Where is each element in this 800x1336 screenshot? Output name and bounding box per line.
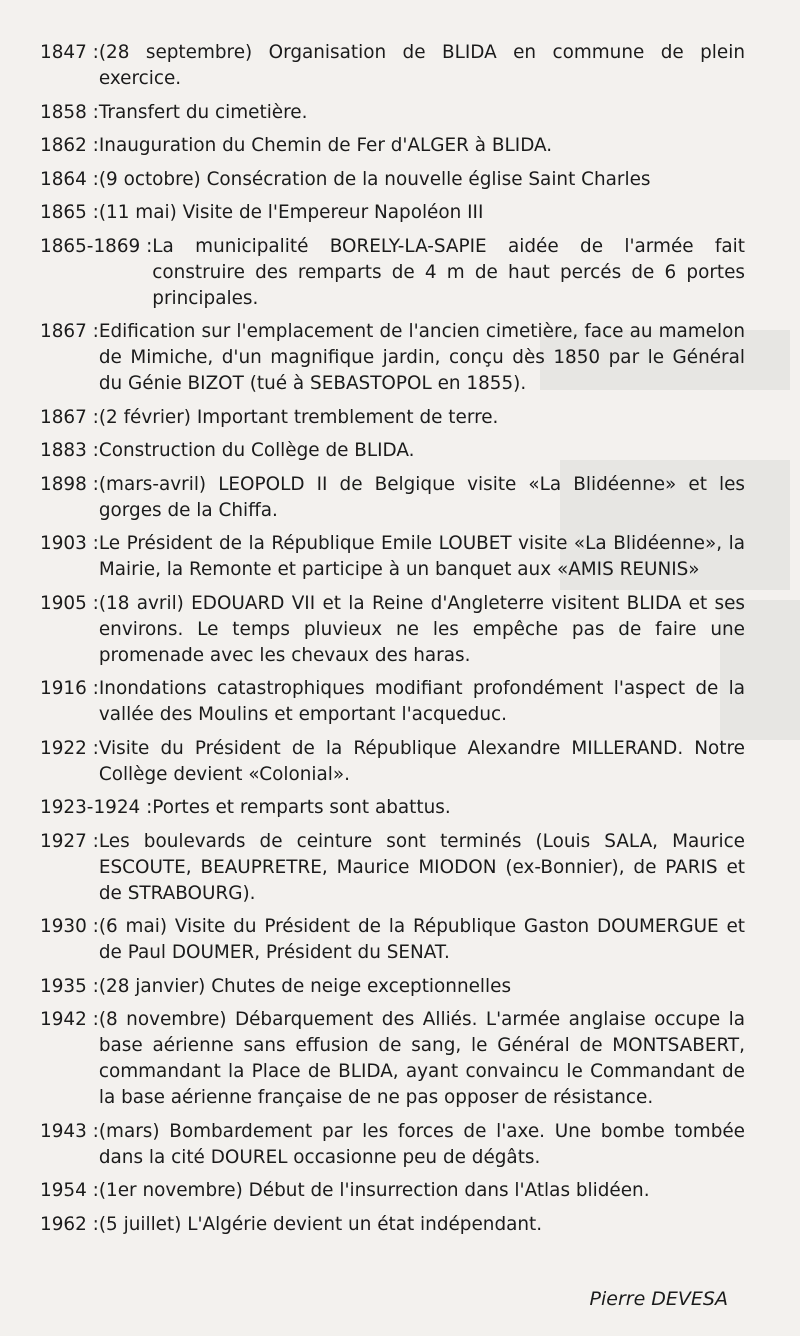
entry-text: Inondations catastrophiques modifiant profondément l'aspect de la vallée des Moulins et emportant l'acqueduc. xyxy=(98,678,745,725)
entry-text: Inauguration du Chemin de Fer d'ALGER à BLIDA. xyxy=(98,135,553,156)
chronology-entry xyxy=(40,1212,745,1238)
chronology-entry xyxy=(40,438,745,464)
entry-date: 1864 : xyxy=(40,168,99,190)
entry-date: 1867 : xyxy=(40,406,99,428)
chronology-entry xyxy=(40,472,745,524)
entry-date: 1862 : xyxy=(40,135,99,156)
entry-date: 1935 : xyxy=(40,975,99,997)
entry-text: La municipalité BORELY-LA-SAPIE aidée de l'armée fait construire des remparts de 4 m de haut percés de 6 portes principales. xyxy=(152,235,745,309)
chronology-entry xyxy=(40,1178,745,1204)
entry-text: (11 mai) Visite de l'Empereur Napoléon III xyxy=(98,202,484,223)
chronology-entry xyxy=(40,736,745,788)
chronology-entry xyxy=(40,914,745,966)
entry-date: 1942 : xyxy=(40,1009,99,1030)
entry-text: (2 février) Important tremblement de terre. xyxy=(98,406,499,428)
entry-date: 1954 : xyxy=(40,1180,99,1201)
entry-text: Transfert du cimetière. xyxy=(98,101,308,123)
chronology-entry xyxy=(40,974,745,1000)
entry-date: 1847 : xyxy=(40,42,99,63)
entry-text: (mars-avril) LEOPOLD II de Belgique visite «La Blidéenne» et les gorges de la Chiffa. xyxy=(98,473,745,521)
entry-date: 1916 : xyxy=(40,678,99,699)
entry-text: Portes et remparts sont abattus. xyxy=(152,797,451,818)
entry-text: Construction du Collège de BLIDA. xyxy=(98,440,415,461)
entry-date: 1883 : xyxy=(40,440,99,461)
entry-text: (28 septembre) Organisation de BLIDA en commune de plein exercice. xyxy=(98,42,745,89)
chronology-entry xyxy=(40,591,745,669)
entry-date: 1905 : xyxy=(40,592,99,614)
entry-text: Visite du Président de la République Alexandre MILLERAND. Notre Collège devient «Colonial». xyxy=(98,737,745,785)
chronology-list xyxy=(40,40,745,1245)
entry-date: 1858 : xyxy=(40,101,99,123)
entry-date: 1865 : xyxy=(40,202,99,223)
entry-date: 1927 : xyxy=(40,830,99,852)
chronology-entry xyxy=(40,200,745,226)
entry-date: 1903 : xyxy=(40,533,99,554)
entry-date: 1962 : xyxy=(40,1213,99,1235)
entry-text: (8 novembre) Débarquement des Alliés. L'armée anglaise occupe la base aérienne sans effusion de sang, le Général de MONTSABERT, commandant la Place de BLIDA, ayant convaincu le Commandant de la base aérienne française de ne pas opposer de résistance. xyxy=(98,1009,745,1108)
chronology-entry xyxy=(40,531,745,583)
entry-date: 1867 : xyxy=(40,321,99,342)
entry-date: 1923-1924 : xyxy=(40,797,153,818)
entry-text: (5 juillet) L'Algérie devient un état indépendant. xyxy=(98,1213,543,1235)
entry-text: (9 octobre) Consécration de la nouvelle église Saint Charles xyxy=(98,168,651,190)
chronology-entry xyxy=(40,405,745,431)
chronology-entry xyxy=(40,40,745,92)
chronology-entry xyxy=(40,829,745,907)
entry-date: 1930 : xyxy=(40,916,99,937)
entry-date: 1865-1869 : xyxy=(40,235,153,257)
chronology-entry xyxy=(40,319,745,397)
chronology-entry xyxy=(40,1007,745,1111)
chronology-entry xyxy=(40,133,745,159)
entry-date: 1898 : xyxy=(40,473,99,495)
entry-text: Les boulevards de ceinture sont terminés (Louis SALA, Maurice ESCOUTE, BEAUPRETRE, Maurice MIODON (ex-Bonnier), de PARIS et de STRABOURG). xyxy=(98,830,745,904)
entry-date: 1922 : xyxy=(40,737,99,759)
entry-text: (mars) Bombardement par les forces de l'axe. Une bombe tombée dans la cité DOUREL occasionne peu de dégâts. xyxy=(98,1120,745,1168)
entry-text: (6 mai) Visite du Président de la République Gaston DOUMERGUE et de Paul DOUMER, Président du SENAT. xyxy=(98,916,745,963)
entry-text: Edification sur l'emplacement de l'ancien cimetière, face au mamelon de Mimiche, d'un magnifique jardin, conçu dès 1850 par le Général du Génie BIZOT (tué à SEBASTOPOL en 1855). xyxy=(98,321,745,394)
entry-text: (18 avril) EDOUARD VII et la Reine d'Angleterre visitent BLIDA et ses environs. Le temps pluvieux ne les empêche pas de faire une promenade avec les chevaux des haras. xyxy=(98,592,745,666)
author-signature: Pierre DEVESA xyxy=(589,1288,728,1310)
entry-date: 1943 : xyxy=(40,1120,99,1142)
chronology-entry xyxy=(40,100,745,126)
chronology-entry xyxy=(40,676,745,728)
chronology-entry xyxy=(40,234,745,312)
chronology-entry xyxy=(40,795,745,821)
chronology-entry xyxy=(40,167,745,193)
entry-text: (1er novembre) Début de l'insurrection dans l'Atlas blidéen. xyxy=(98,1180,650,1201)
entry-text: Le Président de la République Emile LOUBET visite «La Blidéenne», la Mairie, la Remonte et participe à un banquet aux «AMIS REUNIS» xyxy=(98,533,745,580)
chronology-entry xyxy=(40,1119,745,1171)
entry-text: (28 janvier) Chutes de neige exceptionnelles xyxy=(98,975,512,997)
